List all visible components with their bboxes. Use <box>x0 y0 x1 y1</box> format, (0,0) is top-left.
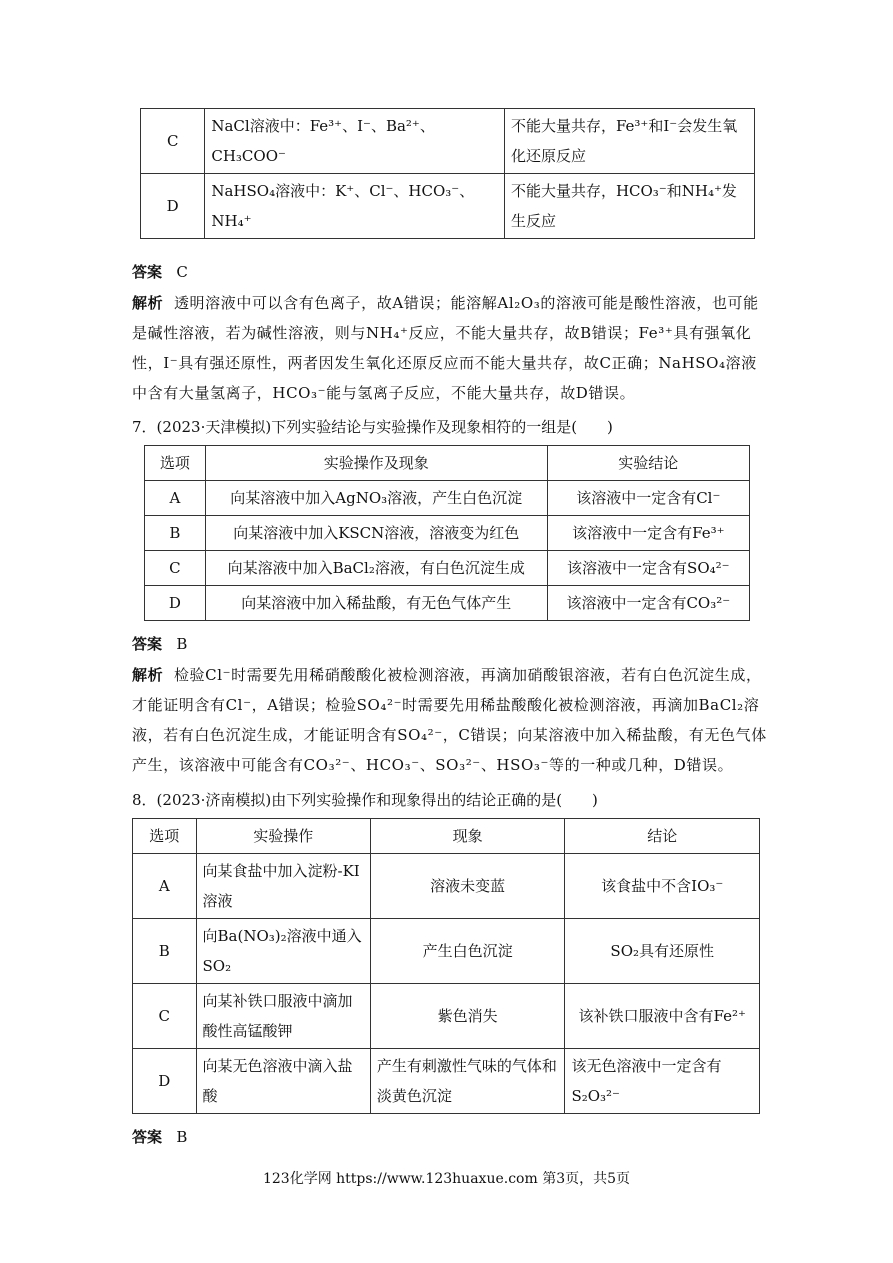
phenomenon-cell: 紫色消失 <box>370 984 565 1049</box>
table-row <box>133 984 760 1049</box>
operation-cell: 向某溶液中加入KSCN溶液，溶液变为红色 <box>205 516 547 551</box>
header-cell: 选项 <box>133 819 197 854</box>
answer-label: 答案 <box>132 635 163 653</box>
operation-cell: 向Ba(NO₃)₂溶液中通入SO₂ <box>196 919 370 984</box>
operation-cell: 向某无色溶液中滴入盐酸 <box>196 1049 370 1114</box>
conclusion-cell: 该溶液中一定含有SO₄²⁻ <box>547 551 749 586</box>
table-row <box>133 854 760 919</box>
question-7-table <box>144 445 750 621</box>
answer-label: 答案 <box>132 263 163 281</box>
analysis-6 <box>132 288 768 408</box>
operation-cell: 向某溶液中加入BaCl₂溶液，有白色沉淀生成 <box>205 551 547 586</box>
operation-cell: 向某补铁口服液中滴加酸性高锰酸钾 <box>196 984 370 1049</box>
question-7-stem: 7．(2023·天津模拟)下列实验结论与实验操作及现象相符的一组是( ) <box>132 418 613 436</box>
conclusion-cell: 该溶液中一定含有Cl⁻ <box>547 481 749 516</box>
table-prev-question <box>140 108 755 239</box>
option-cell: A <box>145 481 206 516</box>
conclusion-cell: 该补铁口服液中含有Fe²⁺ <box>565 984 760 1049</box>
operation-cell: 向某食盐中加入淀粉-KI溶液 <box>196 854 370 919</box>
conclusion-cell: 该溶液中一定含有CO₃²⁻ <box>547 586 749 621</box>
operation-cell: 向某溶液中加入稀盐酸，有无色气体产生 <box>205 586 547 621</box>
page-footer: 123化学网 https://www.123huaxue.com 第3页，共5页 <box>262 1171 631 1187</box>
conclusion-cell: SO₂具有还原性 <box>565 919 760 984</box>
answer-label: 答案 <box>132 1128 163 1146</box>
phenomenon-cell: 产生有刺激性气味的气体和淡黄色沉淀 <box>370 1049 565 1114</box>
operation-cell: 向某溶液中加入AgNO₃溶液，产生白色沉淀 <box>205 481 547 516</box>
conclusion-cell: 该食盐中不含IO₃⁻ <box>565 854 760 919</box>
header-cell: 实验操作 <box>196 819 370 854</box>
answer-value: B <box>176 635 188 653</box>
table-header-row <box>133 819 760 854</box>
option-cell: D <box>133 1049 197 1114</box>
header-cell: 选项 <box>145 446 206 481</box>
content-cell: NaHSO₄溶液中：K⁺、Cl⁻、HCO₃⁻、NH₄⁺ <box>205 174 505 239</box>
question-8-stem: 8．(2023·济南模拟)由下列实验操作和现象得出的结论正确的是( ) <box>132 791 598 809</box>
header-cell: 实验结论 <box>547 446 749 481</box>
analysis-label: 解析 <box>132 294 164 312</box>
answer-7 <box>132 629 187 659</box>
conclusion-cell: 该无色溶液中一定含有S₂O₃²⁻ <box>565 1049 760 1114</box>
option-cell: B <box>145 516 206 551</box>
option-cell: C <box>141 109 205 174</box>
analysis-label: 解析 <box>132 666 164 684</box>
answer-value: C <box>176 263 188 281</box>
analysis-7 <box>132 660 768 780</box>
answer-8 <box>132 1122 187 1152</box>
table-row <box>145 586 750 621</box>
question-8-table <box>132 818 760 1114</box>
option-cell: D <box>145 586 206 621</box>
option-cell: A <box>133 854 197 919</box>
analysis-text: 透明溶液中可以含有色离子，故A错误；能溶解Al₂O₃的溶液可能是酸性溶液，也可能是碱性溶液，若为碱性溶液，则与NH₄⁺反应，不能大量共存，故B错误；Fe³⁺具有强氧化性，I⁻具有强还原性，两者因发生氧化还原反应而不能大量共存，故C正确；NaHSO₄溶液中含有大量氢离子，HCO₃⁻能与氢离子反应，不能大量共存，故D错误。 <box>132 294 759 402</box>
answer-value: B <box>176 1128 188 1146</box>
header-cell: 实验操作及现象 <box>205 446 547 481</box>
table-row <box>133 919 760 984</box>
table-header-row <box>145 446 750 481</box>
option-cell: C <box>133 984 197 1049</box>
analysis-text: 检验Cl⁻时需要先用稀硝酸酸化被检测溶液，再滴加硝酸银溶液，若有白色沉淀生成，才能证明含有Cl⁻，A错误；检验SO₄²⁻时需要先用稀盐酸酸化被检测溶液，再滴加BaCl₂溶液，若有白色沉淀生成，才能证明含有SO₄²⁻，C错误；向某溶液中加入稀盐酸，有无色气体产生，该溶液中可能含有CO₃²⁻、HCO₃⁻、SO₃²⁻、HSO₃⁻等的一种或几种，D错误。 <box>132 666 767 774</box>
table-row <box>145 551 750 586</box>
table-row <box>145 516 750 551</box>
table-row <box>133 1049 760 1114</box>
header-cell: 结论 <box>565 819 760 854</box>
header-cell: 现象 <box>370 819 565 854</box>
option-cell: B <box>133 919 197 984</box>
phenomenon-cell: 溶液未变蓝 <box>370 854 565 919</box>
phenomenon-cell: 产生白色沉淀 <box>370 919 565 984</box>
table-row <box>141 174 755 239</box>
content-cell: NaCl溶液中：Fe³⁺、I⁻、Ba²⁺、CH₃COO⁻ <box>205 109 505 174</box>
answer-6 <box>132 257 188 287</box>
reason-cell: 不能大量共存，HCO₃⁻和NH₄⁺发生反应 <box>504 174 754 239</box>
option-cell: D <box>141 174 205 239</box>
reason-cell: 不能大量共存，Fe³⁺和I⁻会发生氧化还原反应 <box>504 109 754 174</box>
option-cell: C <box>145 551 206 586</box>
table-row <box>141 109 755 174</box>
conclusion-cell: 该溶液中一定含有Fe³⁺ <box>547 516 749 551</box>
table-row <box>145 481 750 516</box>
